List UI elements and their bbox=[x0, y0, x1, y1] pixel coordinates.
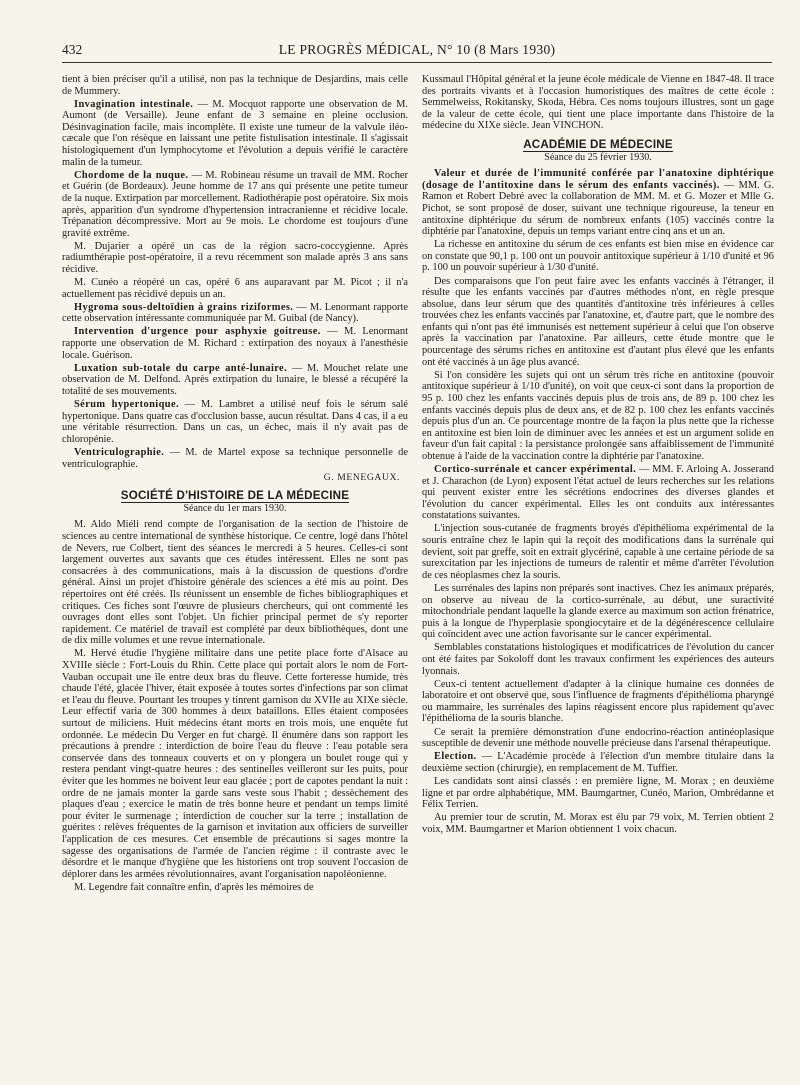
section-title bbox=[422, 139, 774, 151]
article-text: — M. Lenormant rapporte une observation de M. Richard : extirpation des noyaux à l'anesthésie locale. Guérison. bbox=[62, 326, 409, 361]
author-signature: G. MENEGAUX. bbox=[323, 471, 400, 483]
article-text: — M. Lambret a utilisé neuf fois le sérum salé hypertonique. Dans quatre cas d'occlusion basse, aucun résultat. Dans 4 cas, il a eu une véritable résurrection. Dans un cas, un échec, mais il n'y avait pas de chloropénie. bbox=[62, 399, 408, 445]
paragraph: M. Legendre fait connaître enfin, d'après les mémoires de bbox=[74, 881, 314, 893]
article-serum bbox=[62, 399, 408, 445]
paragraph-text: Kussmaul l'Hôpital général et la jeune école médicale de Vienne en 1847-48. Il trace des portraits vivants et à l'occasion humoristiques des maîtres de cette école : Semmelweiss, Rokitansky, Skoda, Hébra. Ces noms toujours illustres, sont un gage de la valeur de cette école, qui tient une place importante dans l'histoire de la médecine du XIXe siècle. bbox=[422, 74, 774, 132]
article-heading: Chordome de la nuque. bbox=[74, 169, 189, 181]
paragraph bbox=[422, 74, 774, 132]
article-ventriculographie bbox=[62, 447, 408, 470]
paragraph: M. Cunéo a réopéré un cas, opéré 6 ans auparavant par M. Picot ; il n'a actuellement pas récidivé depuis un an. bbox=[62, 277, 408, 300]
article-heading: Luxation sub-totale du carpe anté-lunaire. bbox=[74, 362, 288, 374]
paragraph: L'injection sous-cutanée de fragments broyés d'épithélioma expérimental de la souris entraîne chez le lapin qui la reçoit des modifications dans la surrénale qui devient, soit par greffe, soit en extrait glycériné, capable à une certaine période de sa surexcitation par les injections de tumeurs de ralentir et même d'arrêter l'évolution de ces néoplasmes chez la souris. bbox=[422, 523, 774, 581]
paragraph: La richesse en antitoxine du sérum de ces enfants est bien mise en évidence car on constate que 90,1 p. 100 ont un pouvoir antitoxique supérieur à 1/10 d'unité et 96 p. 100 un pouvoir supérieur à 1/30 d'unité. bbox=[422, 239, 774, 274]
article-text: — M. Robineau résume un travail de MM. Rocher et Guérin (de Bordeaux). Jeune homme de 17 ans qui présente une petite tumeur de la nuque. Extirpation par morcellement. Radiothérapie post opératoire. Six mois après, apparition d'un syndrome d'hypertension intracranienne et récidive locale. Trépanation décompressive. Mort au 9e mois. Le chordome est toujours d'une gravité extrême. bbox=[62, 169, 408, 239]
article-heading: Valeur et durée de l'immunité conférée par l'anatoxine diphtérique (dosage de l'antitoxine dans le sérum des enfants vaccinés). bbox=[422, 168, 774, 191]
article-election bbox=[422, 751, 774, 774]
article-text: — MM. F. Arloing A. Josserand et J. Charachon (de Lyon) exposent l'état actuel de leurs recherches sur les relations qui peuvent exister entre les sécrétions endocrines des diverses glandes et l'évolution du cancer expérimental. Elles les ont conduits aux intéressantes constatations suivantes. bbox=[422, 464, 774, 522]
article-heading: Cortico-surrénale et cancer expérimental. bbox=[434, 464, 637, 475]
paragraph: Des comparaisons que l'on peut faire avec les enfants vaccinés à l'étranger, il résulte que les enfants vaccinés par d'autres méthodes n'ont, en règle presque absolue, dans leur sérum que des quantités d'antitoxine très inférieures à celles trouvées chez les enfants vaccinés par l'anatoxine, et, d'autre part, que le nombre des enfants qui n'ont pas été immunisés est nettement supérieur à celui que l'on observe après la vaccination par l'anatoxine. Par ailleurs, cette étude montre que le pourcentage des sérums riches en antitoxine est d'autant plus élevé que les enfants ont été vaccinés à un âge plus avancé. bbox=[422, 275, 774, 368]
article-cortico bbox=[422, 464, 774, 522]
article-text: — M. de Martel expose sa technique personnelle de ventriculographie. bbox=[62, 446, 408, 470]
page-header bbox=[62, 42, 772, 60]
paragraph: Si l'on considère les sujets qui ont un sérum très riche en antitoxine (pouvoir antitoxique supérieur à 1/10 d'unité), on voit que ceux-ci sont dans la proportion de 95 p. 100 chez les enfants vaccinés depuis plus de trois ans, de 89 p. 100 chez les enfants vaccinés depuis plus de deux ans, et de 82 p. 100 chez les enfants vaccinés depuis plus d'un an. Ce pourcentage montre de la façon la plus nette que la richesse en antitoxine est bien loin de diminuer avec les années et est un argument solide en faveur d'un fait capital : la persistance prolongée sans affaiblissement de l'immunité obtenue à l'aide de la vaccination contre la diphtérie par l'anatoxine. bbox=[422, 369, 774, 462]
header-rule bbox=[62, 62, 772, 63]
paragraph: Ce serait la première démonstration d'une endocrino-réaction antinéoplasique susceptible de devenir une méthode nouvelle précieuse dans l'arsenal thérapeutique. bbox=[422, 726, 774, 750]
article-heading: Election. bbox=[434, 751, 477, 763]
paragraph: Au premier tour de scrutin, M. Morax est élu par 79 voix, M. Terrien obtient 2 voix, MM. Baumgartner et Marion obtiennent 1 voix chacun. bbox=[422, 812, 774, 835]
article-heading: Invagination intestinale. bbox=[74, 98, 194, 110]
author-signature: Jean VINCHON. bbox=[531, 120, 604, 132]
article-text: — M. Mocquot rapporte une observation de M. Aumont (de Versaille). Jeune enfant de 3 semaine en pleine occlusion. Désinvagination facile, mais incomplète. Il existe une tumeur de la valvule iléo-cæcale que l'on résèque en laissant une petite fistulisation intestinale. Il s'agissait histologiquement d'un lymphocytome et l'évolution a depuis vérifié le caractère malin de la tumeur. bbox=[62, 98, 408, 168]
session-date: Séance du 1er mars 1930. bbox=[183, 502, 287, 514]
article-text: — M. Mouchet relate une observation de M. Delfond. Après extirpation du lunaire, le blessé a récupéré la totalité de ses mouvements. bbox=[62, 362, 408, 397]
section-title-text: ACADÉMIE DE MÉDECINE bbox=[523, 137, 673, 151]
article-text: — M. Lenormant rapporte cette observation intéressante communiquée par M. Guibal (de Nancy). bbox=[62, 301, 408, 325]
paragraph: M. Dujarier a opéré un cas de la région sacro-coccygienne. Après radiumthérapie post-opératoire, il a revu récemment son malade après 3 ans sans récidive. bbox=[62, 240, 408, 275]
article-heading: Sérum hypertonique. bbox=[74, 399, 179, 411]
section-title bbox=[62, 490, 408, 502]
paragraph: Semblables constatations histologiques et modificatrices de l'évolution du cancer ont été faites par Sokoloff dont les travaux confirment les expériences des auteurs lyonnais. bbox=[422, 642, 774, 677]
article-heading: Hygroma sous-deltoïdien à grains riziformes. bbox=[74, 301, 294, 313]
article-luxation bbox=[62, 363, 408, 398]
paragraph: Ceux-ci tentent actuellement d'adapter à la clinique humaine ces données de laboratoire et ont observé que, sous l'influence de fragments d'épithélioma pharyngé ou mammaire, les surrénales des lapins réagissent encore plus rapidement qu'avec l'épithélioma de la souris blanche. bbox=[422, 678, 774, 725]
article-invagination bbox=[62, 99, 408, 169]
paragraph: M. Aldo Miéli rend compte de l'organisation de la section de l'histoire de sciences au centre international de synthèse historique. Ce centre, logé dans l'hôtel de Nevers, rue Colbert, tient des séances le mercredi à 5 heures. Celles-ci sont largement ouvertes aux savants que ces études intéressent. Elles ne sont pas consacrées à des communications, mais à la discussion de questions d'ordre général. Ainsi un projet d'histoire générale des sciences a été mis au point. Des répertoires ont été créés. Ils réunissent un ensemble de fiches bibliographiques et critiques. Ces fiches sont l'œuvre de plusieurs chercheurs, qui ont commenté les ouvrages dont elles sont l'objet. Un fichier principal permet de s'y reporter rapidement. Ce matériel de travail est complété par deux bibliothèques, dont une de dix mille volumes et une revue internationale. bbox=[62, 519, 408, 647]
paragraph: tient à bien préciser qu'il a utilisé, non pas la technique de Desjardins, mais celle de Mummery. bbox=[62, 74, 408, 97]
left-column bbox=[62, 74, 408, 895]
right-column bbox=[422, 74, 774, 837]
article-chordome bbox=[62, 170, 408, 240]
article-intervention bbox=[62, 326, 408, 361]
journal-title: LE PROGRÈS MÉDICAL, N° 10 (8 Mars 1930) bbox=[278, 42, 556, 57]
article-text: — L'Académie procède à l'élection d'un membre titulaire dans la deuxième section (chirurgie), en remplacement de M. Tuffier. bbox=[422, 751, 774, 774]
paragraph: Les surrénales des lapins non préparés sont inactives. Chez les animaux préparés, on observe au niveau de la cortico-surrénale, au début, une suractivité mitochondriale pendant laquelle la glande exerce au maximum son action frénatrice, puis à la longue de l'hyperplasie spongiocytaire et de la dégénérescence cellulaire qui coïncident avec une action favorisante sur le cancer expérimental. bbox=[422, 582, 774, 641]
article-valeur bbox=[422, 168, 774, 238]
paragraph: M. Hervé étudie l'hygiène militaire dans une petite place forte d'Alsace au XVIIIe siècle : Fort-Louis du Rhin. Cette place qui portait alors le nom de Fort-Vauban occupait une île entre deux bras du fleuve. Cette forteresse humide, très chaude l'été, glacée l'hiver, était exposée à toutes sortes d'infections par son climat et l'eau du fleuve. Pourtant les troupes y tinrent garnison du XVIIe au XIXe siècle. Leur effectif varia de 300 hommes à deux bataillons. Elles étaient composées surtout de miliciens. Huit médecins étant morts en trois mois, une enquête fut ordonnée. Le médecin Du Verger en fut chargé. Il énumère dans son rapport les précautions à prendre : interdiction de boire l'eau du fleuve : l'eau potable sera conservée dans des tonneaux couverts et on y plongera un boulet rouge qui y restera pendant vingt-quatre heures : des sentinelles veilleront sur les puits, pour éviter que les hommes ne boivent leur eau glacée ; port de capotes pendant la nuit : ordre de ne jamais monter la garde sans veste sous l'habit ; dessèchement des plaques d'eau ; exercice le matin de très bonne heure et pendant un temps limité pour éviter le surmenage ; interdiction de coucher sur la terre ; installation de guérites : relèves fréquentes de la garnison et invitation aux officiers de surveiller l'application de ces mesures. Cet ensemble de précautions si sages montre la sagesse des organisations de l'armée de l'ancien régime : il contraste avec le désordre et le manque d'hygiène que les historiens ont trop souvent l'occasion de déplorer dans les armées révolutionnaires, avant l'organisation napoléonienne. bbox=[62, 648, 408, 880]
article-hygroma bbox=[62, 302, 408, 325]
article-text: — MM. G. Ramon et Robert Debré avec la collaboration de MM. M. et G. Mozer et Mlle G. Pichot, se sont proposé de doser, suivant une technique rigoureuse, la teneur en antitoxine diphtérique du sérum de nombreux enfants (105) vaccinés contre la diphtérie par l'anatoxine, depuis un temps variant entre cinq ans et un an. bbox=[422, 179, 774, 238]
article-heading: Intervention d'urgence pour asphyxie goitreuse. bbox=[74, 326, 321, 338]
paragraph: Les candidats sont ainsi classés : en première ligne, M. Morax ; en deuxième ligne et par ordre alphabétique, MM. Baumgartner, Cunéo, Marion, Ombrédanne et Félix Terrien. bbox=[422, 775, 774, 811]
section-title-text: SOCIÉTÉ D'HISTOIRE DE LA MÉDECINE bbox=[120, 489, 350, 503]
session-date: Séance du 25 février 1930. bbox=[544, 151, 652, 163]
article-heading: Ventriculographie. bbox=[74, 446, 165, 458]
page-number: 432 bbox=[62, 42, 83, 57]
